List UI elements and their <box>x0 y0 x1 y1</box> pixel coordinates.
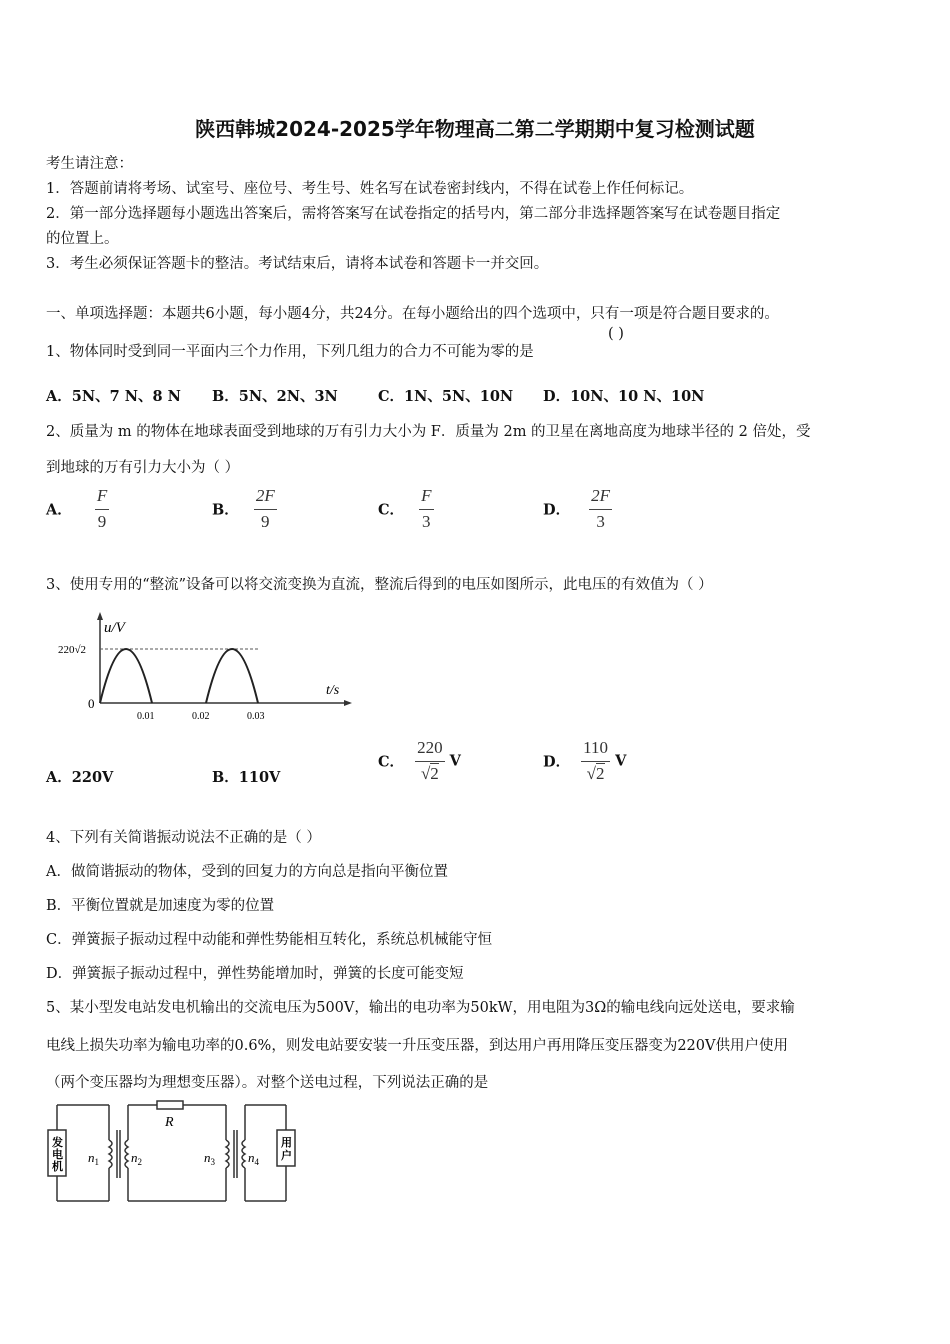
q3-stem: 3、使用专用的“整流”设备可以将交流变换为直流，整流后得到的电压如图所示，此电压的有效值为（ ） <box>46 577 713 593</box>
resistor-R <box>157 1101 183 1109</box>
q2-option-c[interactable] <box>378 486 434 532</box>
x-axis-arrow <box>344 700 352 706</box>
fraction-numerator: 220 <box>417 738 443 757</box>
q3-option-c-fraction <box>415 738 445 784</box>
generator-label-1: 发 <box>52 1137 63 1149</box>
fraction-denominator: 3 <box>419 509 433 532</box>
q4-option-d[interactable]: D．弹簧振子振动过程中，弹性势能增加时，弹簧的长度可能变短 <box>46 966 464 982</box>
n2-label: $n_2$ <box>131 1150 142 1167</box>
q1-option-a[interactable]: A．5N、7 N、8 N <box>46 388 181 405</box>
q2-option-a-label: A． <box>46 501 72 519</box>
q3-option-d[interactable] <box>543 738 626 784</box>
n4-label: $n_4$ <box>248 1150 259 1167</box>
q3-option-c-label: C． <box>378 753 405 771</box>
resistor-label: R <box>165 1115 174 1130</box>
q4-stem: 4、下列有关简谐振动说法不正确的是（ ） <box>46 830 321 846</box>
fraction-denominator <box>581 761 610 784</box>
q3-option-a-label: A． <box>46 769 72 786</box>
fraction-numerator: 110 <box>583 738 609 757</box>
peak-value-label: 220√2 <box>58 644 87 656</box>
q2-option-c-label: C． <box>378 501 405 519</box>
q3-option-d-label: D． <box>543 753 571 771</box>
page-title: 陕西韩城2024-2025学年物理高二第二学期期中复习检测试题 <box>195 117 755 141</box>
sqrt-icon: √ <box>586 764 596 783</box>
radicand: 2 <box>430 764 439 783</box>
q2-stem-line1: 2、质量为 m 的物体在地球表面受到地球的万有引力大小为 F．质量为 2m 的卫星在离地高度为地球半径的 2 倍处，受 <box>46 424 811 440</box>
y-axis-label: u/V <box>104 620 125 636</box>
waveform-hump-1 <box>100 649 152 703</box>
notice-item-2-cont: 的位置上。 <box>46 231 119 247</box>
q1-option-b[interactable]: B．5N、2N、3N <box>212 388 338 405</box>
q1-option-c[interactable]: C．1N、5N、10N <box>378 388 514 405</box>
y-axis-arrow <box>97 612 103 620</box>
q3-option-b[interactable] <box>212 766 280 787</box>
sqrt-icon: √ <box>420 764 431 783</box>
q1-stem: 1、物体同时受到同一平面内三个力作用，下列几组力的合力不可能为零的是 <box>46 344 534 360</box>
q4-option-b[interactable]: B．平衡位置就是加速度为零的位置 <box>46 898 275 914</box>
notice-item-1: 1．答题前请将考场、试室号、座位号、考生号、姓名写在试卷密封线内，不得在试卷上作任何标记。 <box>46 181 694 197</box>
coil-n4 <box>242 1140 245 1168</box>
x-tick-label-1: 0.01 <box>137 711 155 722</box>
q2-option-d-fraction <box>589 486 612 532</box>
coil-n2 <box>125 1140 128 1168</box>
coil-n1 <box>109 1140 112 1168</box>
x-tick-label-2: 0.02 <box>192 711 210 722</box>
q3-option-c-unit: V <box>449 752 461 770</box>
waveform-hump-2 <box>206 649 258 703</box>
q5-circuit-diagram <box>44 1100 308 1210</box>
q3-option-d-unit: V <box>615 752 627 770</box>
fraction-denominator: 9 <box>254 509 277 532</box>
notice-item-3: 3．考生必须保证答题卡的整洁。考试结束后，请将本试卷和答题卡一并交回。 <box>46 256 549 272</box>
n3-label: $n_3$ <box>204 1150 215 1167</box>
fraction-numerator: F <box>421 486 432 505</box>
origin-label: 0 <box>88 696 95 711</box>
q3-option-a-value: 220V <box>71 769 114 786</box>
q3-option-b-label: B． <box>212 769 239 786</box>
q3-option-a[interactable] <box>46 766 113 787</box>
q2-option-c-fraction <box>419 486 433 532</box>
fraction-denominator: 9 <box>95 509 109 532</box>
fraction-numerator: F <box>96 486 108 505</box>
q3-option-b-value: 110V <box>238 769 281 786</box>
q2-option-a[interactable] <box>46 486 109 532</box>
user-label-1: 用 <box>281 1137 292 1149</box>
q2-stem-line2: 到地球的万有引力大小为（ ） <box>46 460 240 476</box>
x-axis-label: t/s <box>326 683 340 698</box>
q2-option-d-label: D． <box>543 501 571 519</box>
q4-option-c[interactable]: C．弹簧振子振动过程中动能和弹性势能相互转化，系统总机械能守恒 <box>46 932 493 948</box>
q2-option-b[interactable] <box>212 486 277 532</box>
q1-paren: ( ) <box>608 326 624 342</box>
notice-heading: 考生请注意： <box>46 156 133 172</box>
q3-voltage-graph <box>56 608 356 728</box>
q2-option-a-fraction <box>95 486 109 532</box>
q2-option-b-fraction <box>254 486 277 532</box>
generator-label-3: 机 <box>52 1161 63 1173</box>
q3-option-c[interactable] <box>378 738 461 784</box>
coil-n3 <box>226 1140 229 1168</box>
q5-stem-line3: （两个变压器均为理想变压器）。对整个送电过程，下列说法正确的是 <box>46 1075 489 1091</box>
q5-stem-line1: 5、某小型发电站发电机输出的交流电压为500V，输出的电功率为50kW，用电阻为3Ω的输电线向远处送电，要求输 <box>46 1000 795 1016</box>
fraction-denominator <box>415 761 445 784</box>
user-label-2: 户 <box>281 1150 292 1162</box>
q2-option-d[interactable] <box>543 486 612 532</box>
x-tick-label-3: 0.03 <box>247 711 265 722</box>
q1-option-d[interactable]: D．10N、10 N、10N <box>543 388 705 405</box>
n1-label: $n_1$ <box>88 1150 99 1167</box>
fraction-numerator: 2F <box>255 486 275 505</box>
fraction-numerator: 2F <box>591 486 611 505</box>
q3-option-d-fraction <box>581 738 610 784</box>
generator-label-2: 电 <box>52 1149 63 1161</box>
notice-item-2: 2．第一部分选择题每小题选出答案后，需将答案写在试卷指定的括号内，第二部分非选择题答案写在试卷题目指定 <box>46 206 781 222</box>
q4-option-a[interactable]: A．做简谐振动的物体，受到的回复力的方向总是指向平衡位置 <box>46 864 448 880</box>
fraction-denominator: 3 <box>589 509 612 532</box>
q5-stem-line2: 电线上损失功率为输电功率的0.6%，则发电站要安装一升压变压器，到达用户再用降压变压器变为220V供用户使用 <box>46 1038 788 1054</box>
q2-option-b-label: B． <box>212 501 239 519</box>
section-heading: 一、单项选择题：本题共6小题，每小题4分，共24分。在每小题给出的四个选项中，只有一项是符合题目要求的。 <box>46 306 779 322</box>
radicand: 2 <box>596 764 605 783</box>
